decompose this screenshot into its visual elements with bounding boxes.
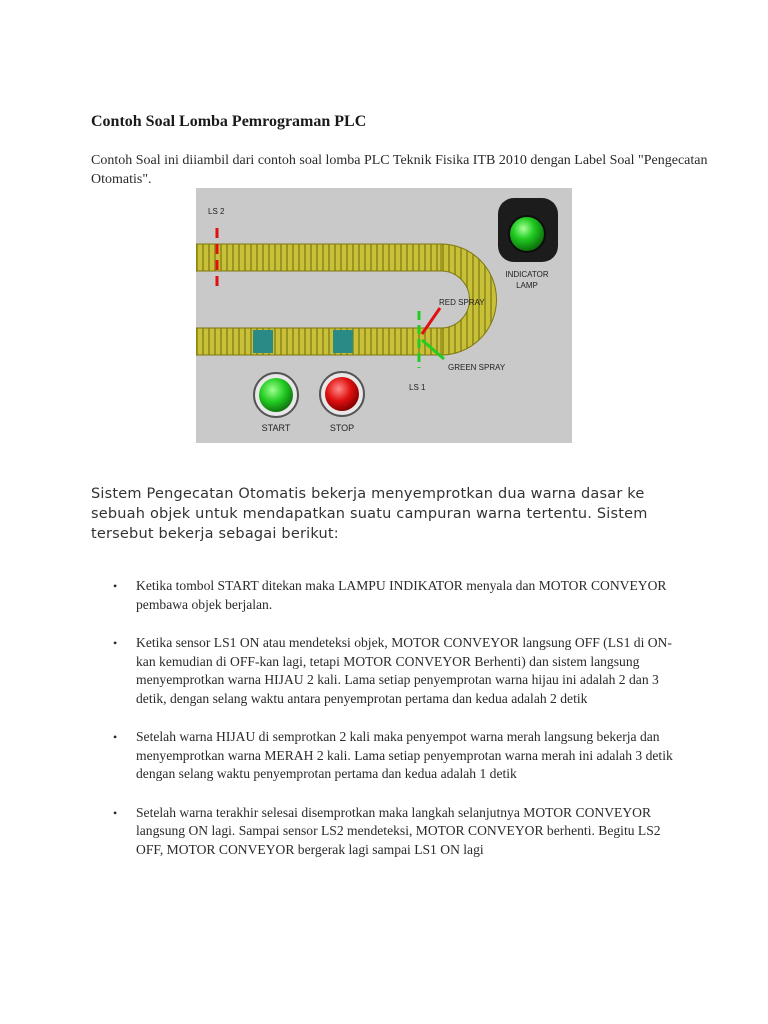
ls1-label: LS 1 (409, 383, 426, 392)
bullet-icon: • (113, 579, 118, 593)
list-item-text: Ketika sensor LS1 ON atau mendeteksi objek, MOTOR CONVEYOR langsung OFF (LS1 di ON-kan kemudian di OFF-kan lagi, tetapi MOTOR CONVEYOR Berhenti) dan sistem langsung menyemprotkan warna HIJAU 2 kali. Lama setiap penyemprotan warna hijau ini adalah 2 dan 3 detik, dengan selang waktu antara penyemprotan pertama dan kedua adalah 2 detik (136, 635, 672, 706)
indicator-lamp-icon (498, 198, 558, 262)
list-item (113, 577, 673, 614)
ls2-label: LS 2 (208, 207, 225, 216)
bullet-icon: • (113, 636, 118, 650)
list-item (113, 634, 673, 708)
conveyor-object (253, 330, 273, 353)
intro-paragraph: Contoh Soal ini diiambil dari contoh soal lomba PLC Teknik Fisika ITB 2010 dengan Label Soal "Pengecatan Otomatis". (91, 153, 708, 187)
start-button[interactable] (254, 373, 298, 417)
stop-label: STOP (329, 423, 355, 433)
list-item-text: Ketika tombol START ditekan maka LAMPU INDIKATOR menyala dan MOTOR CONVEYOR pembawa objek berjalan. (136, 578, 667, 612)
system-description: Sistem Pengecatan Otomatis bekerja menyemprotkan dua warna dasar ke sebuah objek untuk mendapatkan suatu campuran warna tertentu. Sistem tersebut bekerja sebagai berikut: (91, 486, 648, 542)
list-item (113, 728, 673, 784)
indicator-label: INDICATOR (505, 270, 549, 279)
indicator-label-lamp: LAMP (516, 281, 538, 290)
steps-list (113, 577, 673, 859)
red-spray-label: RED SPRAY (439, 298, 485, 307)
list-item (113, 804, 673, 860)
green-spray-label: GREEN SPRAY (448, 363, 506, 372)
plc-diagram (196, 188, 572, 443)
bullet-icon: • (113, 805, 118, 820)
start-label: START (261, 423, 291, 433)
conveyor-object (333, 330, 353, 353)
stop-button[interactable] (320, 372, 364, 416)
page-title: Contoh Soal Lomba Pemrograman PLC (91, 113, 367, 130)
list-item-text: Setelah warna HIJAU di semprotkan 2 kali maka penyempot warna merah langsung bekerja dan menyemprotkan warna MERAH 2 kali. Lama setiap penyemprotan warna merah ini adalah 3 detik dengan selang waktu penyemprotan pertama dan kedua adalah 1 detik (136, 729, 673, 781)
list-item-text: Setelah warna terakhir selesai disemprotkan maka langkah selanjutnya MOTOR CONVEYOR langsung ON lagi. Sampai sensor LS2 mendeteksi, MOTOR CONVEYOR berhenti. Begitu LS2 OFF, MOTOR CONVEYOR bergerak lagi sampai LS1 ON lagi (136, 804, 661, 857)
bullet-icon: • (113, 730, 118, 744)
